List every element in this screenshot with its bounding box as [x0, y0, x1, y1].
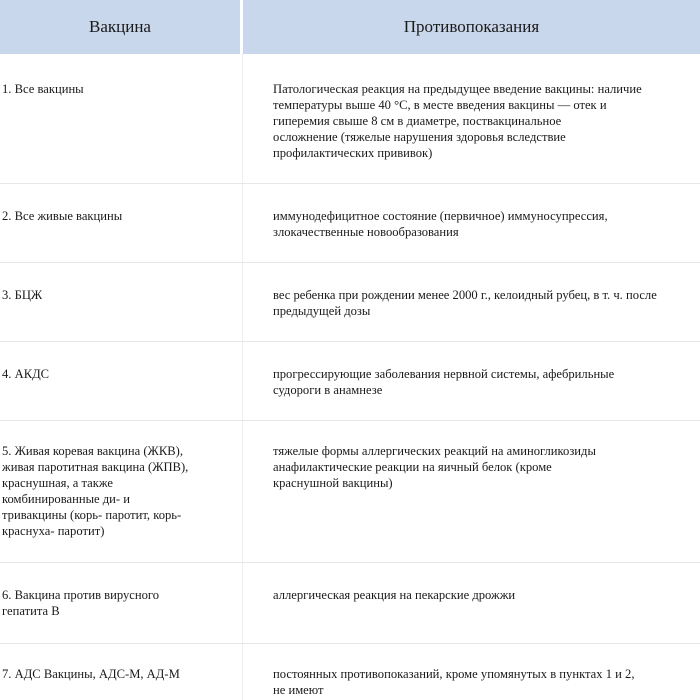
contraindication-cell: аллергическая реакция на пекарские дрожжи	[273, 588, 516, 602]
contraindication-cell: иммунодефицитное состояние (первичное) иммуносупрессия, злокачественные новообразования	[273, 209, 608, 239]
table-row	[0, 563, 700, 644]
table-row	[0, 342, 700, 421]
vaccine-cell: 4. АКДС	[2, 367, 50, 381]
table-row	[0, 54, 700, 184]
vaccine-cell: 6. Вакцина против вирусного гепатита В	[2, 588, 160, 618]
contraindication-cell: вес ребенка при рождении менее 2000 г., келоидный рубец, в т. ч. после предыдущей дозы	[273, 288, 657, 318]
table-row	[0, 263, 700, 342]
table-row	[0, 644, 700, 700]
table-row	[0, 421, 700, 563]
table-header	[0, 0, 700, 54]
contraindication-cell: тяжелые формы аллергических реакций на аминогликозиды анафилактические реакции на яичный белок (кроме краснушной вакцины)	[273, 444, 596, 490]
contraindication-cell: Патологическая реакция на предыдущее введение вакцины: наличие температуры выше 40 °С, в месте введения вакцины — отек и гиперемия свыше 8 см в диаметре, поствакцинальное осложнение (тяжелые нарушения здоровья вследствие профилактических прививок)	[273, 82, 642, 160]
vaccine-cell: 1. Все вакцины	[2, 82, 84, 96]
vaccine-cell: 3. БЦЖ	[2, 288, 43, 302]
vaccine-cell: 2. Все живые вакцины	[2, 209, 123, 223]
vaccine-cell: 5. Живая коревая вакцина (ЖКВ), живая паротитная вакцина (ЖПВ), краснушная, а также комбинированные ди- и тривакцины (корь- паротит, корь- краснуха- паротит)	[2, 444, 189, 538]
header-vaccine: Вакцина	[0, 0, 240, 54]
vaccine-cell: 7. АДС Вакцины, АДС-М, АД-М	[2, 667, 180, 681]
contraindication-cell: прогрессирующие заболевания нервной системы, афебрильные судороги в анамнезе	[273, 367, 615, 397]
contraindication-cell: постоянных противопоказаний, кроме упомянутых в пунктах 1 и 2, не имеют	[273, 667, 635, 697]
header-contraindications: Противопоказания	[243, 0, 700, 54]
table-row	[0, 184, 700, 263]
